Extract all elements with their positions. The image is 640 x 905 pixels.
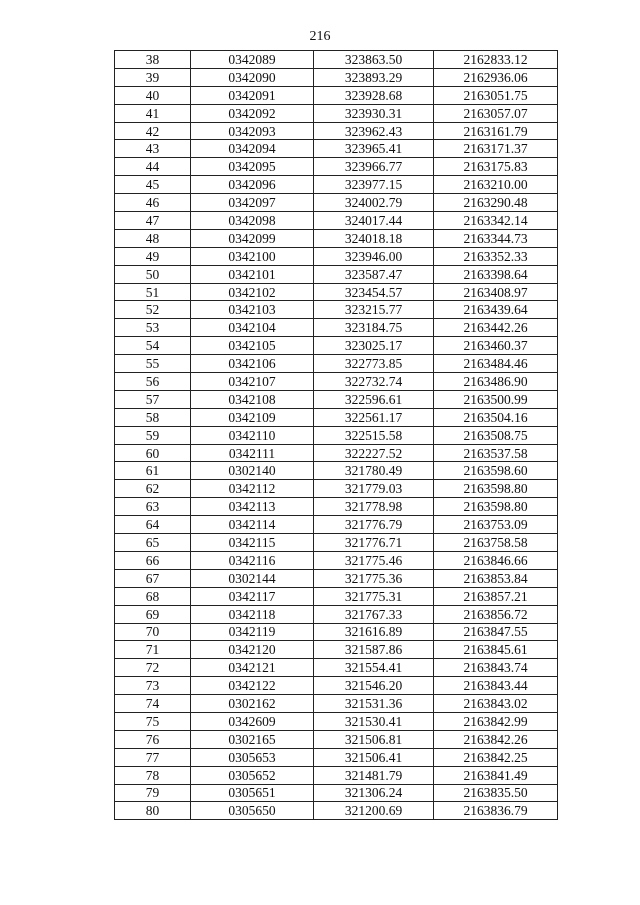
point-id-cell: 0302140 (191, 462, 314, 480)
point-number-cell: 55 (115, 355, 191, 373)
y-coordinate-cell: 2163835.50 (434, 784, 558, 802)
point-number-cell: 60 (115, 444, 191, 462)
point-number-cell: 75 (115, 712, 191, 730)
x-coordinate-cell: 323962.43 (314, 122, 434, 140)
x-coordinate-cell: 323587.47 (314, 265, 434, 283)
table-row (115, 390, 558, 408)
table-row (115, 337, 558, 355)
y-coordinate-cell: 2163171.37 (434, 140, 558, 158)
table-row (115, 355, 558, 373)
x-coordinate-cell: 323930.31 (314, 104, 434, 122)
x-coordinate-cell: 321776.71 (314, 534, 434, 552)
point-number-cell: 68 (115, 587, 191, 605)
table-row (115, 802, 558, 820)
x-coordinate-cell: 323965.41 (314, 140, 434, 158)
y-coordinate-cell: 2163210.00 (434, 176, 558, 194)
point-number-cell: 54 (115, 337, 191, 355)
point-number-cell: 76 (115, 730, 191, 748)
y-coordinate-cell: 2163843.74 (434, 659, 558, 677)
point-number-cell: 57 (115, 390, 191, 408)
point-number-cell: 71 (115, 641, 191, 659)
table-row (115, 104, 558, 122)
point-number-cell: 50 (115, 265, 191, 283)
x-coordinate-cell: 324002.79 (314, 194, 434, 212)
y-coordinate-cell: 2163853.84 (434, 569, 558, 587)
x-coordinate-cell: 321780.49 (314, 462, 434, 480)
table-row (115, 86, 558, 104)
table-row (115, 51, 558, 69)
table-row (115, 373, 558, 391)
point-id-cell: 0342112 (191, 480, 314, 498)
point-id-cell: 0342108 (191, 390, 314, 408)
table-body (115, 51, 558, 820)
table-row (115, 551, 558, 569)
point-id-cell: 0342107 (191, 373, 314, 391)
point-number-cell: 65 (115, 534, 191, 552)
table-row (115, 677, 558, 695)
y-coordinate-cell: 2163842.25 (434, 748, 558, 766)
x-coordinate-cell: 321531.36 (314, 695, 434, 713)
y-coordinate-cell: 2163598.60 (434, 462, 558, 480)
point-id-cell: 0342092 (191, 104, 314, 122)
point-id-cell: 0342110 (191, 426, 314, 444)
y-coordinate-cell: 2163344.73 (434, 229, 558, 247)
table-row (115, 122, 558, 140)
point-id-cell: 0342094 (191, 140, 314, 158)
x-coordinate-cell: 323184.75 (314, 319, 434, 337)
point-number-cell: 69 (115, 605, 191, 623)
x-coordinate-cell: 324018.18 (314, 229, 434, 247)
point-number-cell: 39 (115, 68, 191, 86)
point-id-cell: 0342095 (191, 158, 314, 176)
y-coordinate-cell: 2162833.12 (434, 51, 558, 69)
x-coordinate-cell: 323454.57 (314, 283, 434, 301)
point-id-cell: 0305652 (191, 766, 314, 784)
point-number-cell: 70 (115, 623, 191, 641)
point-id-cell: 0342111 (191, 444, 314, 462)
table-row (115, 695, 558, 713)
point-number-cell: 46 (115, 194, 191, 212)
point-id-cell: 0302144 (191, 569, 314, 587)
table-row (115, 229, 558, 247)
point-number-cell: 62 (115, 480, 191, 498)
x-coordinate-cell: 322773.85 (314, 355, 434, 373)
y-coordinate-cell: 2163500.99 (434, 390, 558, 408)
x-coordinate-cell: 322596.61 (314, 390, 434, 408)
page-number: 216 (309, 29, 331, 44)
y-coordinate-cell: 2163843.44 (434, 677, 558, 695)
point-id-cell: 0342102 (191, 283, 314, 301)
y-coordinate-cell: 2163484.46 (434, 355, 558, 373)
point-id-cell: 0342100 (191, 247, 314, 265)
point-id-cell: 0342091 (191, 86, 314, 104)
point-number-cell: 52 (115, 301, 191, 319)
x-coordinate-cell: 323928.68 (314, 86, 434, 104)
y-coordinate-cell: 2163352.33 (434, 247, 558, 265)
y-coordinate-cell: 2162936.06 (434, 68, 558, 86)
y-coordinate-cell: 2163836.79 (434, 802, 558, 820)
point-id-cell: 0342090 (191, 68, 314, 86)
y-coordinate-cell: 2163442.26 (434, 319, 558, 337)
x-coordinate-cell: 321530.41 (314, 712, 434, 730)
table-row (115, 301, 558, 319)
x-coordinate-cell: 321200.69 (314, 802, 434, 820)
point-number-cell: 79 (115, 784, 191, 802)
point-number-cell: 66 (115, 551, 191, 569)
x-coordinate-cell: 322561.17 (314, 408, 434, 426)
table-row (115, 426, 558, 444)
x-coordinate-cell: 321506.81 (314, 730, 434, 748)
point-number-cell: 72 (115, 659, 191, 677)
point-id-cell: 0342096 (191, 176, 314, 194)
point-number-cell: 58 (115, 408, 191, 426)
x-coordinate-cell: 321779.03 (314, 480, 434, 498)
table-row (115, 444, 558, 462)
y-coordinate-cell: 2163439.64 (434, 301, 558, 319)
point-number-cell: 56 (115, 373, 191, 391)
point-id-cell: 0342122 (191, 677, 314, 695)
y-coordinate-cell: 2163508.75 (434, 426, 558, 444)
y-coordinate-cell: 2163758.58 (434, 534, 558, 552)
x-coordinate-cell: 321616.89 (314, 623, 434, 641)
table-row (115, 659, 558, 677)
point-id-cell: 0305653 (191, 748, 314, 766)
table-row (115, 212, 558, 230)
x-coordinate-cell: 321546.20 (314, 677, 434, 695)
y-coordinate-cell: 2163398.64 (434, 265, 558, 283)
x-coordinate-cell: 323946.00 (314, 247, 434, 265)
point-id-cell: 0342093 (191, 122, 314, 140)
table-row (115, 319, 558, 337)
table-row (115, 194, 558, 212)
point-id-cell: 0342113 (191, 498, 314, 516)
table-row (115, 766, 558, 784)
y-coordinate-cell: 2163161.79 (434, 122, 558, 140)
point-number-cell: 53 (115, 319, 191, 337)
point-number-cell: 59 (115, 426, 191, 444)
point-id-cell: 0342120 (191, 641, 314, 659)
y-coordinate-cell: 2163846.66 (434, 551, 558, 569)
y-coordinate-cell: 2163051.75 (434, 86, 558, 104)
x-coordinate-cell: 323863.50 (314, 51, 434, 69)
y-coordinate-cell: 2163460.37 (434, 337, 558, 355)
y-coordinate-cell: 2163842.99 (434, 712, 558, 730)
point-number-cell: 48 (115, 229, 191, 247)
point-number-cell: 42 (115, 122, 191, 140)
x-coordinate-cell: 321306.24 (314, 784, 434, 802)
point-number-cell: 40 (115, 86, 191, 104)
x-coordinate-cell: 321587.86 (314, 641, 434, 659)
y-coordinate-cell: 2163841.49 (434, 766, 558, 784)
x-coordinate-cell: 321776.79 (314, 516, 434, 534)
point-number-cell: 80 (115, 802, 191, 820)
table-row (115, 408, 558, 426)
y-coordinate-cell: 2163342.14 (434, 212, 558, 230)
point-id-cell: 0342105 (191, 337, 314, 355)
y-coordinate-cell: 2163598.80 (434, 498, 558, 516)
table-row (115, 140, 558, 158)
point-id-cell: 0302165 (191, 730, 314, 748)
table-row (115, 265, 558, 283)
y-coordinate-cell: 2163753.09 (434, 516, 558, 534)
point-number-cell: 63 (115, 498, 191, 516)
table-row (115, 462, 558, 480)
table-row (115, 641, 558, 659)
y-coordinate-cell: 2163847.55 (434, 623, 558, 641)
point-number-cell: 73 (115, 677, 191, 695)
table-row (115, 68, 558, 86)
y-coordinate-cell: 2163408.97 (434, 283, 558, 301)
table-row (115, 498, 558, 516)
point-number-cell: 61 (115, 462, 191, 480)
table-row (115, 587, 558, 605)
x-coordinate-cell: 321775.36 (314, 569, 434, 587)
table-row (115, 534, 558, 552)
table-row (115, 158, 558, 176)
point-number-cell: 67 (115, 569, 191, 587)
point-number-cell: 51 (115, 283, 191, 301)
x-coordinate-cell: 323893.29 (314, 68, 434, 86)
table-row (115, 712, 558, 730)
point-id-cell: 0342121 (191, 659, 314, 677)
point-id-cell: 0342609 (191, 712, 314, 730)
x-coordinate-cell: 323215.77 (314, 301, 434, 319)
table-row (115, 516, 558, 534)
y-coordinate-cell: 2163857.21 (434, 587, 558, 605)
y-coordinate-cell: 2163845.61 (434, 641, 558, 659)
point-id-cell: 0342103 (191, 301, 314, 319)
point-number-cell: 74 (115, 695, 191, 713)
point-number-cell: 77 (115, 748, 191, 766)
y-coordinate-cell: 2163843.02 (434, 695, 558, 713)
x-coordinate-cell: 323025.17 (314, 337, 434, 355)
x-coordinate-cell: 321506.41 (314, 748, 434, 766)
y-coordinate-cell: 2163486.90 (434, 373, 558, 391)
x-coordinate-cell: 321554.41 (314, 659, 434, 677)
point-number-cell: 64 (115, 516, 191, 534)
point-number-cell: 45 (115, 176, 191, 194)
point-id-cell: 0342101 (191, 265, 314, 283)
point-id-cell: 0342116 (191, 551, 314, 569)
x-coordinate-cell: 321481.79 (314, 766, 434, 784)
x-coordinate-cell: 322227.52 (314, 444, 434, 462)
point-id-cell: 0342109 (191, 408, 314, 426)
point-number-cell: 41 (115, 104, 191, 122)
x-coordinate-cell: 323977.15 (314, 176, 434, 194)
point-id-cell: 0305650 (191, 802, 314, 820)
y-coordinate-cell: 2163537.58 (434, 444, 558, 462)
y-coordinate-cell: 2163856.72 (434, 605, 558, 623)
point-id-cell: 0342119 (191, 623, 314, 641)
y-coordinate-cell: 2163504.16 (434, 408, 558, 426)
point-id-cell: 0342118 (191, 605, 314, 623)
table-row (115, 480, 558, 498)
point-number-cell: 78 (115, 766, 191, 784)
x-coordinate-cell: 322732.74 (314, 373, 434, 391)
table-row (115, 247, 558, 265)
y-coordinate-cell: 2163057.07 (434, 104, 558, 122)
point-number-cell: 38 (115, 51, 191, 69)
point-id-cell: 0342115 (191, 534, 314, 552)
table-row (115, 730, 558, 748)
x-coordinate-cell: 323966.77 (314, 158, 434, 176)
y-coordinate-cell: 2163290.48 (434, 194, 558, 212)
x-coordinate-cell: 321778.98 (314, 498, 434, 516)
x-coordinate-cell: 321775.31 (314, 587, 434, 605)
x-coordinate-cell: 321775.46 (314, 551, 434, 569)
table-row (115, 176, 558, 194)
table-row (115, 569, 558, 587)
point-number-cell: 49 (115, 247, 191, 265)
point-id-cell: 0302162 (191, 695, 314, 713)
coordinates-table (114, 50, 558, 820)
point-number-cell: 47 (115, 212, 191, 230)
y-coordinate-cell: 2163175.83 (434, 158, 558, 176)
point-id-cell: 0342089 (191, 51, 314, 69)
point-id-cell: 0305651 (191, 784, 314, 802)
y-coordinate-cell: 2163842.26 (434, 730, 558, 748)
table-row (115, 283, 558, 301)
x-coordinate-cell: 322515.58 (314, 426, 434, 444)
table-row (115, 784, 558, 802)
point-number-cell: 43 (115, 140, 191, 158)
table-row (115, 748, 558, 766)
point-id-cell: 0342104 (191, 319, 314, 337)
point-id-cell: 0342097 (191, 194, 314, 212)
point-id-cell: 0342117 (191, 587, 314, 605)
point-id-cell: 0342098 (191, 212, 314, 230)
table-row (115, 605, 558, 623)
x-coordinate-cell: 321767.33 (314, 605, 434, 623)
y-coordinate-cell: 2163598.80 (434, 480, 558, 498)
point-id-cell: 0342114 (191, 516, 314, 534)
point-id-cell: 0342099 (191, 229, 314, 247)
point-id-cell: 0342106 (191, 355, 314, 373)
table-row (115, 623, 558, 641)
point-number-cell: 44 (115, 158, 191, 176)
x-coordinate-cell: 324017.44 (314, 212, 434, 230)
